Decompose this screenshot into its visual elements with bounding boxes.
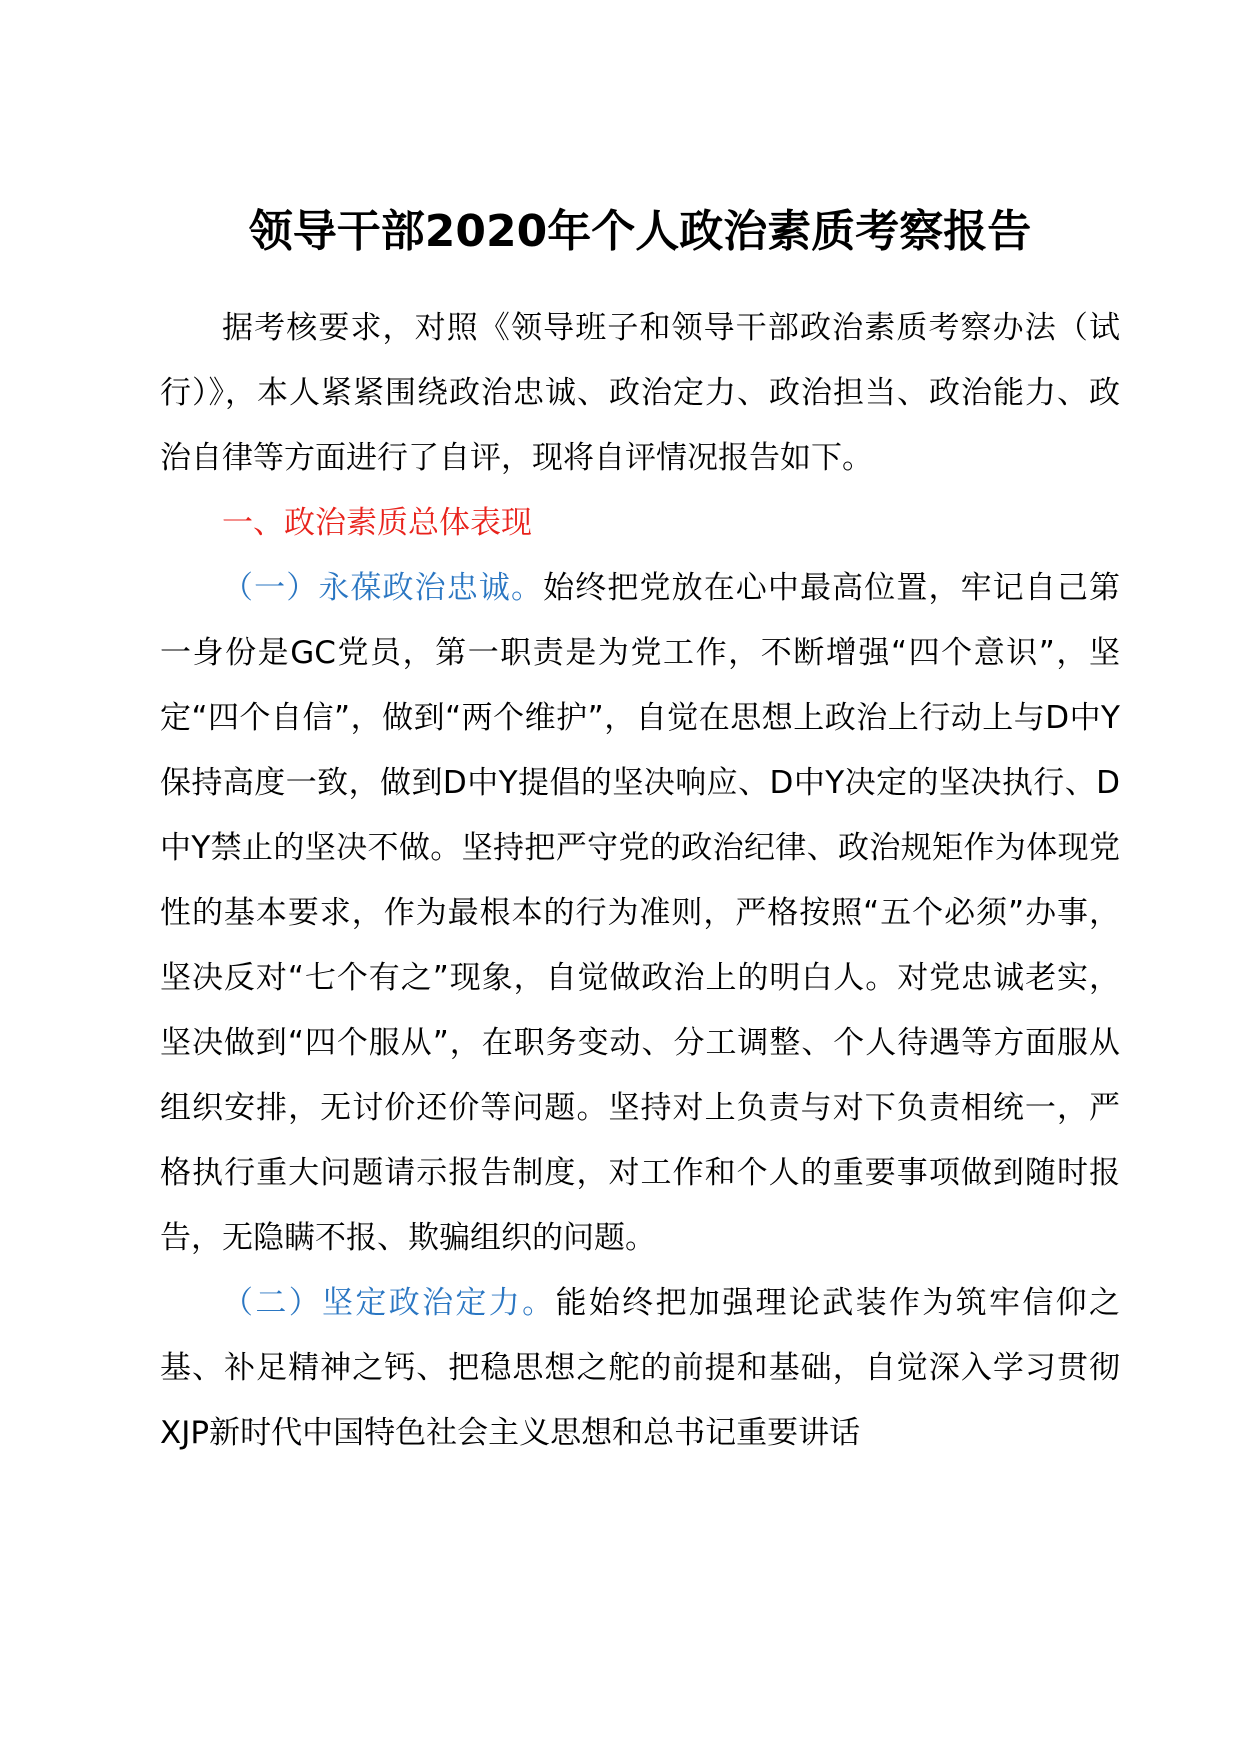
subsection-paragraph-loyalty (160, 556, 1120, 1271)
document-title: 领导干部2020年个人政治素质考察报告 (248, 206, 1032, 257)
section-heading-overall: 一、政治素质总体表现 (222, 505, 532, 541)
subsection-heading-resolve: （二）坚定政治定力。 (222, 1285, 556, 1321)
subsection-paragraph-resolve (160, 1271, 1120, 1466)
intro-paragraph: 据考核要求，对照《领导班子和领导干部政治素质考察办法（试行）》，本人紧紧围绕政治忠诚、政治定力、政治担当、政治能力、政治自律等方面进行了自评，现将自评情况报告如下。 (160, 310, 1120, 476)
subsection-text-loyalty: 始终把党放在心中最高位置，牢记自己第一身份是GC党员，第一职责是为党工作，不断增强“四个意识”，坚定“四个自信”，做到“两个维护”，自觉在思想上政治上行动上与D中Y保持高度一致，做到D中Y提倡的坚决响应、D中Y决定的坚决执行、D中Y禁止的坚决不做。坚持把严守党的政治纪律、政治规矩作为体现党性的基本要求，作为最根本的行为准则，严格按照“五个必须”办事，坚决反对“七个有之”现象，自觉做政治上的明白人。对党忠诚老实，坚决做到“四个服从”，在职务变动、分工调整、个人待遇等方面服从组织安排，无讨价还价等问题。坚持对上负责与对下负责相统一，严格执行重大问题请示报告制度，对工作和个人的重要事项做到随时报告，无隐瞒不报、欺骗组织的问题。 (160, 570, 1121, 1256)
document-body (160, 296, 1120, 1466)
subsection-text-resolve: 能始终把加强理论武装作为筑牢信仰之基、补足精神之钙、把稳思想之舵的前提和基础，自觉深入学习贯彻XJP新时代中国特色社会主义思想和总书记重要讲话 (160, 1285, 1121, 1451)
subsection-heading-loyalty: （一）永葆政治忠诚。 (222, 570, 544, 606)
